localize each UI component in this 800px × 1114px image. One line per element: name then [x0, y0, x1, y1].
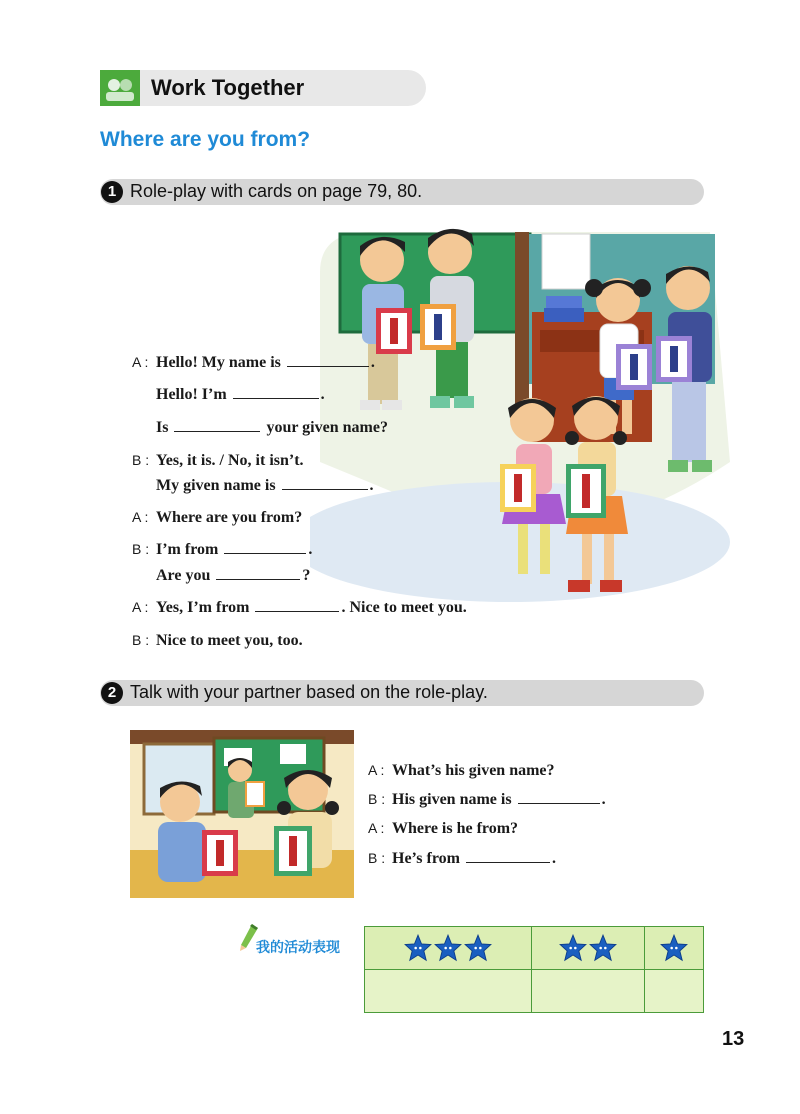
speaker-label: A :	[132, 599, 149, 615]
answer-blank	[216, 567, 300, 580]
speaker-label: B :	[368, 850, 386, 866]
evaluation-label: 我的活动表现	[256, 939, 340, 955]
task-1-number: 1	[101, 181, 123, 203]
dialogue-1-line-9	[132, 599, 467, 617]
dialogue-text: Where are you from?	[156, 509, 303, 526]
dialogue-text: His given name is	[392, 791, 512, 808]
dialogue-2-line-3	[368, 820, 518, 838]
dialogue-text: .	[551, 850, 556, 867]
star-icon	[434, 934, 462, 962]
dialogue-text: .	[369, 477, 374, 494]
checkbox-cell-2[interactable]	[531, 970, 644, 1013]
dialogue-1-line-5	[156, 477, 374, 495]
star-icon	[589, 934, 617, 962]
dialogue-2-line-4	[368, 850, 556, 868]
dialogue-text: .	[308, 541, 313, 558]
stars-3-cell	[365, 927, 532, 970]
dialogue-text: What’s his given name?	[392, 762, 555, 779]
answer-blank	[233, 386, 319, 399]
speaker-label: A :	[368, 762, 385, 778]
lesson-subtitle: Where are you from?	[100, 128, 311, 151]
speaker-label: A :	[132, 509, 149, 525]
answer-blank	[518, 791, 600, 804]
dialogue-1-line-4	[132, 452, 304, 470]
dialogue-text: He’s from	[392, 850, 460, 867]
star-icon	[559, 934, 587, 962]
dialogue-text: .	[370, 354, 375, 371]
dialogue-text: Where is he from?	[392, 820, 519, 837]
evaluation-table	[364, 926, 704, 1013]
star-rating-2	[558, 939, 618, 956]
dialogue-text: .	[320, 386, 325, 403]
dialogue-2-line-2	[368, 791, 606, 809]
speaker-label: B :	[132, 452, 150, 468]
answer-blank	[174, 419, 260, 432]
dialogue-text: . Nice to meet you.	[341, 599, 467, 616]
dialogue-1-line-6	[132, 509, 302, 527]
dialogue-text: Hello! My name is	[156, 354, 281, 371]
dialogue-text: I’m from	[156, 541, 219, 558]
star-icon	[404, 934, 432, 962]
star-icon	[464, 934, 492, 962]
star-rating-1	[659, 939, 689, 956]
checkbox-cell-3[interactable]	[365, 970, 532, 1013]
stars-2-cell	[531, 927, 644, 970]
speaker-label: A :	[368, 820, 385, 836]
section-title: Work Together	[151, 75, 305, 100]
answer-blank	[224, 541, 306, 554]
dialogue-text: Yes, I’m from	[156, 599, 250, 616]
partner-talk-illustration	[130, 730, 354, 898]
checkbox-cell-1[interactable]	[644, 970, 703, 1013]
answer-blank	[466, 850, 550, 863]
dialogue-1-line-10	[132, 632, 303, 650]
dialogue-text: Nice to meet you, too.	[156, 632, 303, 649]
dialogue-1-line-2	[156, 386, 325, 404]
page-number: 13	[722, 1028, 745, 1050]
role-play-illustration	[310, 212, 730, 612]
answer-blank	[255, 599, 339, 612]
dialogue-text: Are you	[156, 567, 211, 584]
dialogue-1-line-7	[132, 541, 312, 559]
star-rating-3	[403, 939, 493, 956]
speaker-label: A :	[132, 354, 149, 370]
dialogue-text: ?	[302, 567, 311, 584]
task-2-instruction: Talk with your partner based on the role-play.	[130, 682, 488, 702]
speaker-label: B :	[132, 541, 150, 557]
dialogue-text: your given name?	[266, 419, 388, 436]
dialogue-2-line-1	[368, 762, 555, 780]
stars-1-cell	[644, 927, 703, 970]
dialogue-1-line-1	[132, 354, 375, 372]
star-icon	[660, 934, 688, 962]
dialogue-text: Hello! I’m	[156, 386, 227, 403]
dialogue-1-line-8	[156, 567, 310, 585]
dialogue-text: Is	[156, 419, 169, 436]
speaker-label: B :	[368, 791, 386, 807]
answer-blank	[287, 354, 369, 367]
task-2-number: 2	[101, 682, 123, 704]
task-1-instruction: Role-play with cards on page 79, 80.	[130, 181, 423, 201]
answer-blank	[282, 477, 368, 490]
dialogue-text: Yes, it is. / No, it isn’t.	[156, 452, 304, 469]
section-icon	[100, 70, 140, 106]
speaker-label: B :	[132, 632, 150, 648]
dialogue-text: .	[601, 791, 606, 808]
dialogue-1-line-3	[156, 419, 388, 437]
dialogue-text: My given name is	[156, 477, 276, 494]
